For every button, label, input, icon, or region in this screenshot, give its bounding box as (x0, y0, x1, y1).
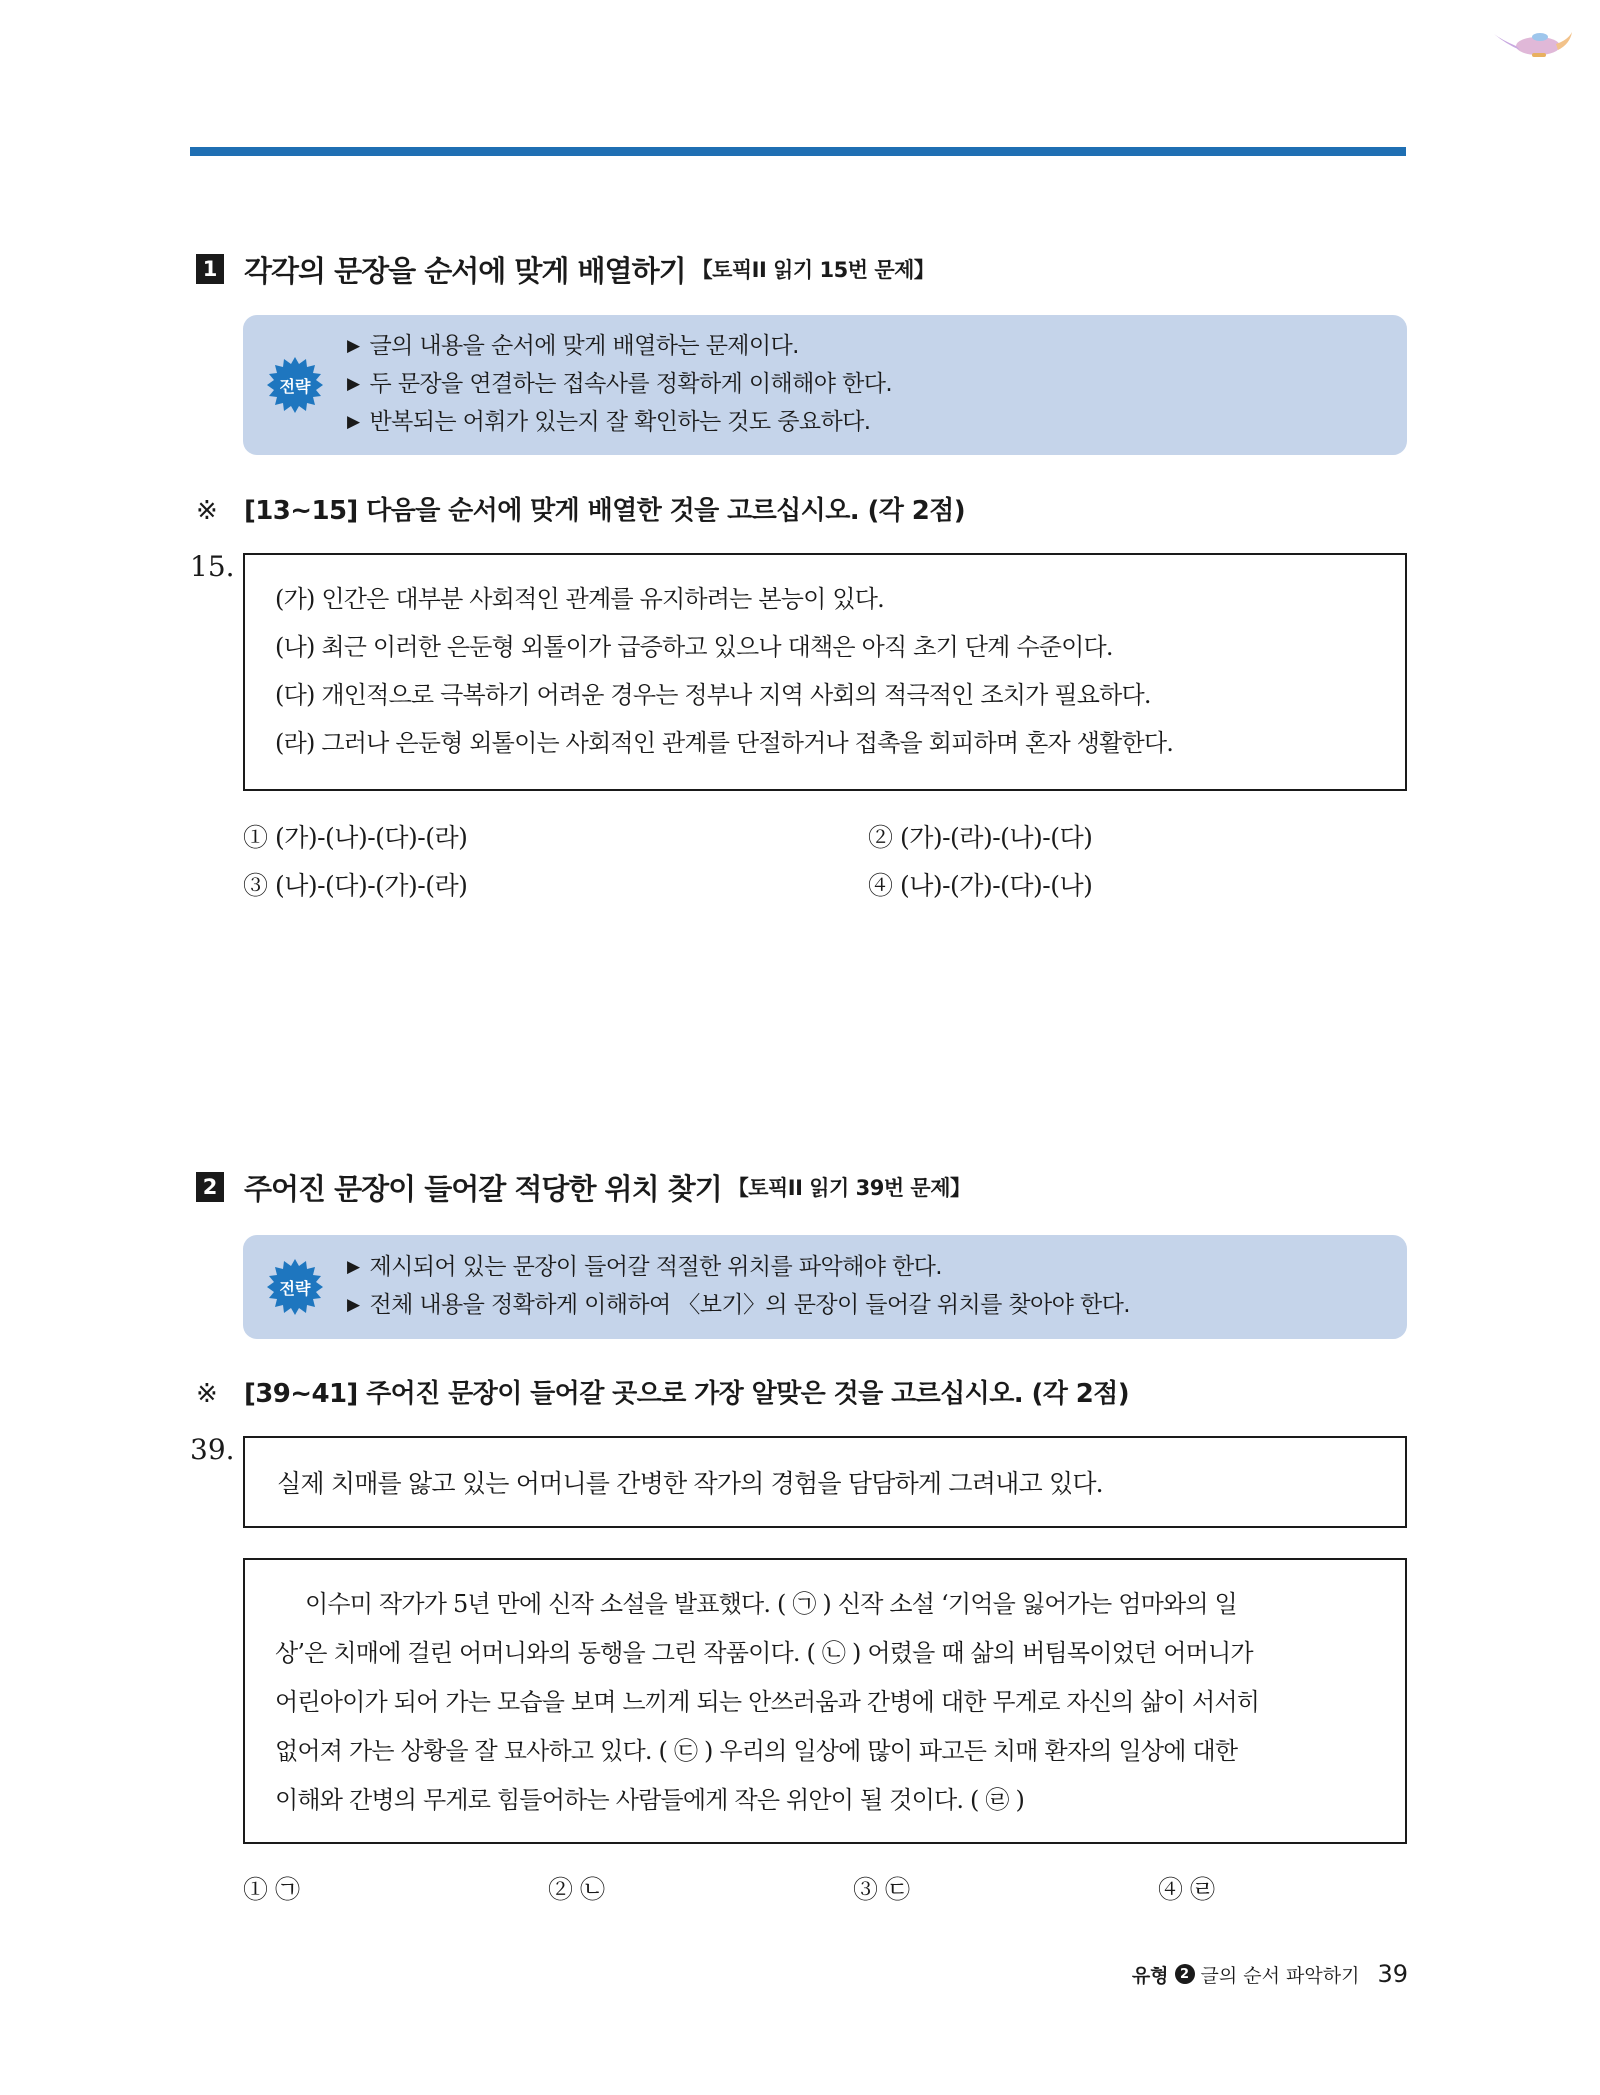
given-sentence-box (243, 1436, 1407, 1528)
page-number: 39 (1377, 1960, 1408, 1988)
sentence-box (243, 553, 1407, 791)
triangle-bullet-icon: ▶ (347, 336, 360, 356)
answer-option-4[interactable]: ④ ㉣ (1158, 1875, 1215, 1904)
answer-option-3[interactable]: ③ (나)-(다)-(가)-(라) (243, 871, 468, 900)
strategy-label: 전략 (279, 376, 311, 396)
strategy-line: ▶ 반복되는 어휘가 있는지 잘 확인하는 것도 중요하다. (347, 403, 892, 441)
strategy-box-1 (243, 315, 1407, 455)
strategy-badge (266, 1258, 324, 1316)
strategy-line: ▶ 두 문장을 연결하는 접속사를 정확하게 이해해야 한다. (347, 365, 892, 403)
top-accent-bar (190, 147, 1406, 156)
footer-type-number: 2 (1175, 1964, 1195, 1984)
passage-line: 이해와 간병의 무게로 힘들어하는 사람들에게 작은 위안이 될 것이다. ( ㉣ ) (275, 1786, 1025, 1814)
sentence: (다) 개인적으로 극복하기 어려운 경우는 정부나 지역 사회의 적극적인 조치가 필요하다. (275, 681, 1151, 709)
strategy-badge (266, 356, 324, 414)
footer-subtitle: 글의 순서 파악하기 (1200, 1964, 1360, 1987)
section-source: 【토픽II 읽기 15번 문제】 (691, 258, 935, 282)
triangle-bullet-icon: ▶ (347, 1295, 360, 1315)
answer-option-2[interactable]: ② ㉡ (548, 1875, 605, 1904)
section-source: 【토픽II 읽기 39번 문제】 (727, 1176, 971, 1200)
answer-option-2[interactable]: ② (가)-(라)-(나)-(다) (868, 823, 1093, 852)
magic-lamp-logo (1490, 20, 1576, 64)
triangle-bullet-icon: ▶ (347, 412, 360, 432)
answer-option-4[interactable]: ④ (나)-(가)-(다)-(나) (868, 871, 1093, 900)
sentence: (라) 그러나 은둔형 외톨이는 사회적인 관계를 단절하거나 접촉을 회피하며 혼자 생활한다. (275, 729, 1174, 757)
question-number: 15. (190, 550, 235, 583)
sentence: (나) 최근 이러한 은둔형 외톨이가 급증하고 있으나 대책은 아직 초기 단계 수준이다. (275, 633, 1113, 661)
answer-options-2 (243, 1870, 1407, 1910)
question-number: 39. (190, 1433, 235, 1466)
answer-options-1 (243, 818, 1407, 908)
section-number: 1 (196, 254, 224, 284)
sentence: (가) 인간은 대부분 사회적인 관계를 유지하려는 본능이 있다. (275, 585, 884, 613)
passage-line: 없어져 가는 상황을 잘 묘사하고 있다. ( ㉢ ) 우리의 일상에 많이 파고든 치매 환자의 일상에 대한 (275, 1737, 1238, 1765)
instruction-1 (196, 490, 965, 527)
strategy-lines (347, 1248, 1130, 1324)
reference-mark: ※ (196, 1379, 218, 1409)
passage-box (243, 1558, 1407, 1844)
triangle-bullet-icon: ▶ (347, 1257, 360, 1277)
section-1-heading (196, 247, 934, 291)
strategy-lines (347, 327, 892, 441)
strategy-line: ▶ 글의 내용을 순서에 맞게 배열하는 문제이다. (347, 327, 892, 365)
instruction-text: [13~15] 다음을 순서에 맞게 배열한 것을 고르십시오. (각 2점) (244, 496, 965, 526)
reference-mark: ※ (196, 496, 218, 526)
section-2-heading (196, 1165, 971, 1209)
footer-type-label: 유형 (1131, 1964, 1169, 1987)
instruction-2 (196, 1373, 1129, 1410)
answer-option-3[interactable]: ③ ㉢ (853, 1875, 910, 1904)
answer-option-1[interactable]: ① ㉠ (243, 1875, 300, 1904)
strategy-line: ▶ 제시되어 있는 문장이 들어갈 적절한 위치를 파악해야 한다. (347, 1248, 1130, 1286)
strategy-label: 전략 (279, 1278, 311, 1298)
page-footer (1132, 1960, 1408, 1988)
passage-line: 이수미 작가가 5년 만에 신작 소설을 발표했다. ( ㉠ ) 신작 소설 ‘기억을 잃어가는 엄마와의 일 (305, 1590, 1237, 1618)
instruction-text: [39~41] 주어진 문장이 들어갈 곳으로 가장 알맞은 것을 고르십시오. (각 2점) (244, 1379, 1129, 1409)
section-title: 각각의 문장을 순서에 맞게 배열하기 (244, 253, 686, 288)
answer-option-1[interactable]: ① (가)-(나)-(다)-(라) (243, 823, 468, 852)
section-number: 2 (196, 1172, 224, 1202)
triangle-bullet-icon: ▶ (347, 374, 360, 394)
passage-line: 상’은 치매에 걸린 어머니와의 동행을 그린 작품이다. ( ㉡ ) 어렸을 때 삶의 버팀목이었던 어머니가 (275, 1639, 1253, 1667)
passage-line: 어린아이가 되어 가는 모습을 보며 느끼게 되는 안쓰러움과 간병에 대한 무게로 자신의 삶이 서서히 (275, 1688, 1260, 1716)
section-title: 주어진 문장이 들어갈 적당한 위치 찾기 (244, 1171, 722, 1206)
strategy-line: ▶ 전체 내용을 정확하게 이해하여 〈보기〉의 문장이 들어갈 위치를 찾아야 한다. (347, 1286, 1130, 1324)
strategy-box-2 (243, 1235, 1407, 1339)
given-sentence: 실제 치매를 앓고 있는 어머니를 간병한 작가의 경험을 담담하게 그려내고 있다. (277, 1469, 1103, 1498)
